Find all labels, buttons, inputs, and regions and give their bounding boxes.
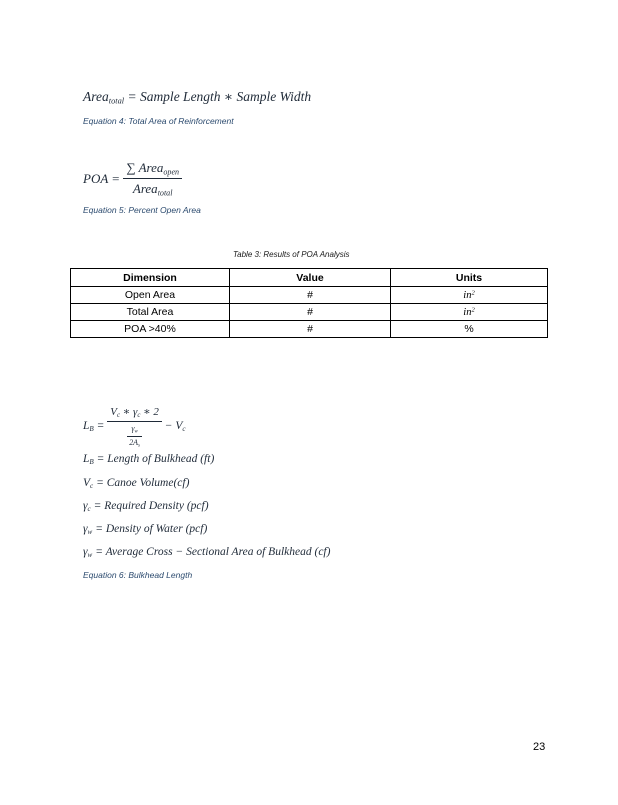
table-row bbox=[71, 321, 548, 338]
equation-total-area bbox=[83, 89, 311, 106]
cell-value: # bbox=[230, 287, 391, 304]
eq6-numerator: $V_c$ ∗ $\gamma_c$ ∗ 2 bbox=[110, 406, 159, 420]
eq4-rhs: = Sample Length ∗ Sample Width bbox=[127, 89, 312, 104]
cell-units: $in^2$ bbox=[391, 287, 548, 304]
table-header-row bbox=[71, 269, 548, 287]
table-caption: Table 3: Results of POA Analysis bbox=[233, 250, 350, 259]
definition-bulkhead-length: $L_B$ = Length of Bulkhead (ft) bbox=[83, 453, 215, 467]
header-units: Units bbox=[391, 269, 548, 287]
cell-dimension: POA >40% bbox=[71, 321, 230, 338]
cell-value: # bbox=[230, 304, 391, 321]
equation4-caption: Equation 4: Total Area of Reinforcement bbox=[83, 116, 234, 126]
definition-canoe-volume: $V_c$ = Canoe Volume(cf) bbox=[83, 477, 190, 491]
cell-units: % bbox=[391, 321, 548, 338]
eq5-denominator: Area$_{total}$ bbox=[123, 178, 182, 197]
eq6-fraction bbox=[107, 405, 162, 448]
eq5-numerator: ∑ Area$_{open}$ bbox=[126, 160, 180, 177]
cell-value: # bbox=[230, 321, 391, 338]
eq6-denominator: $\frac{\gamma_w}{2A_s}$ bbox=[107, 421, 162, 448]
eq5-lhs: POA = bbox=[83, 170, 121, 186]
header-dimension: Dimension bbox=[71, 269, 230, 287]
definition-density-water: $\gamma_w$ = Density of Water (pcf) bbox=[83, 523, 208, 537]
table-row bbox=[71, 304, 548, 321]
cell-units: $in^2$ bbox=[391, 304, 548, 321]
eq6-lhs: $L_B$ = bbox=[83, 419, 105, 434]
definition-cross-sectional-area: $\gamma_w$ = Average Cross − Sectional Area of Bulkhead (cf) bbox=[83, 546, 331, 560]
definition-required-density: $\gamma_c$ = Required Density (pcf) bbox=[83, 500, 209, 514]
table-row bbox=[71, 287, 548, 304]
eq4-lhs: Area bbox=[83, 89, 109, 104]
poa-results-table bbox=[70, 268, 548, 338]
equation6-caption: Equation 6: Bulkhead Length bbox=[83, 570, 193, 580]
cell-dimension: Open Area bbox=[71, 287, 230, 304]
eq5-fraction bbox=[123, 160, 182, 198]
cell-dimension: Total Area bbox=[71, 304, 230, 321]
equation-bulkhead-length bbox=[83, 405, 186, 448]
page-number: 23 bbox=[533, 741, 546, 753]
equation5-caption: Equation 5: Percent Open Area bbox=[83, 205, 201, 215]
eq4-lhs-subscript: total bbox=[108, 96, 125, 106]
header-value: Value bbox=[230, 269, 391, 287]
eq6-tail: − $V_c$ bbox=[164, 419, 186, 434]
equation-percent-open-area bbox=[83, 160, 182, 198]
